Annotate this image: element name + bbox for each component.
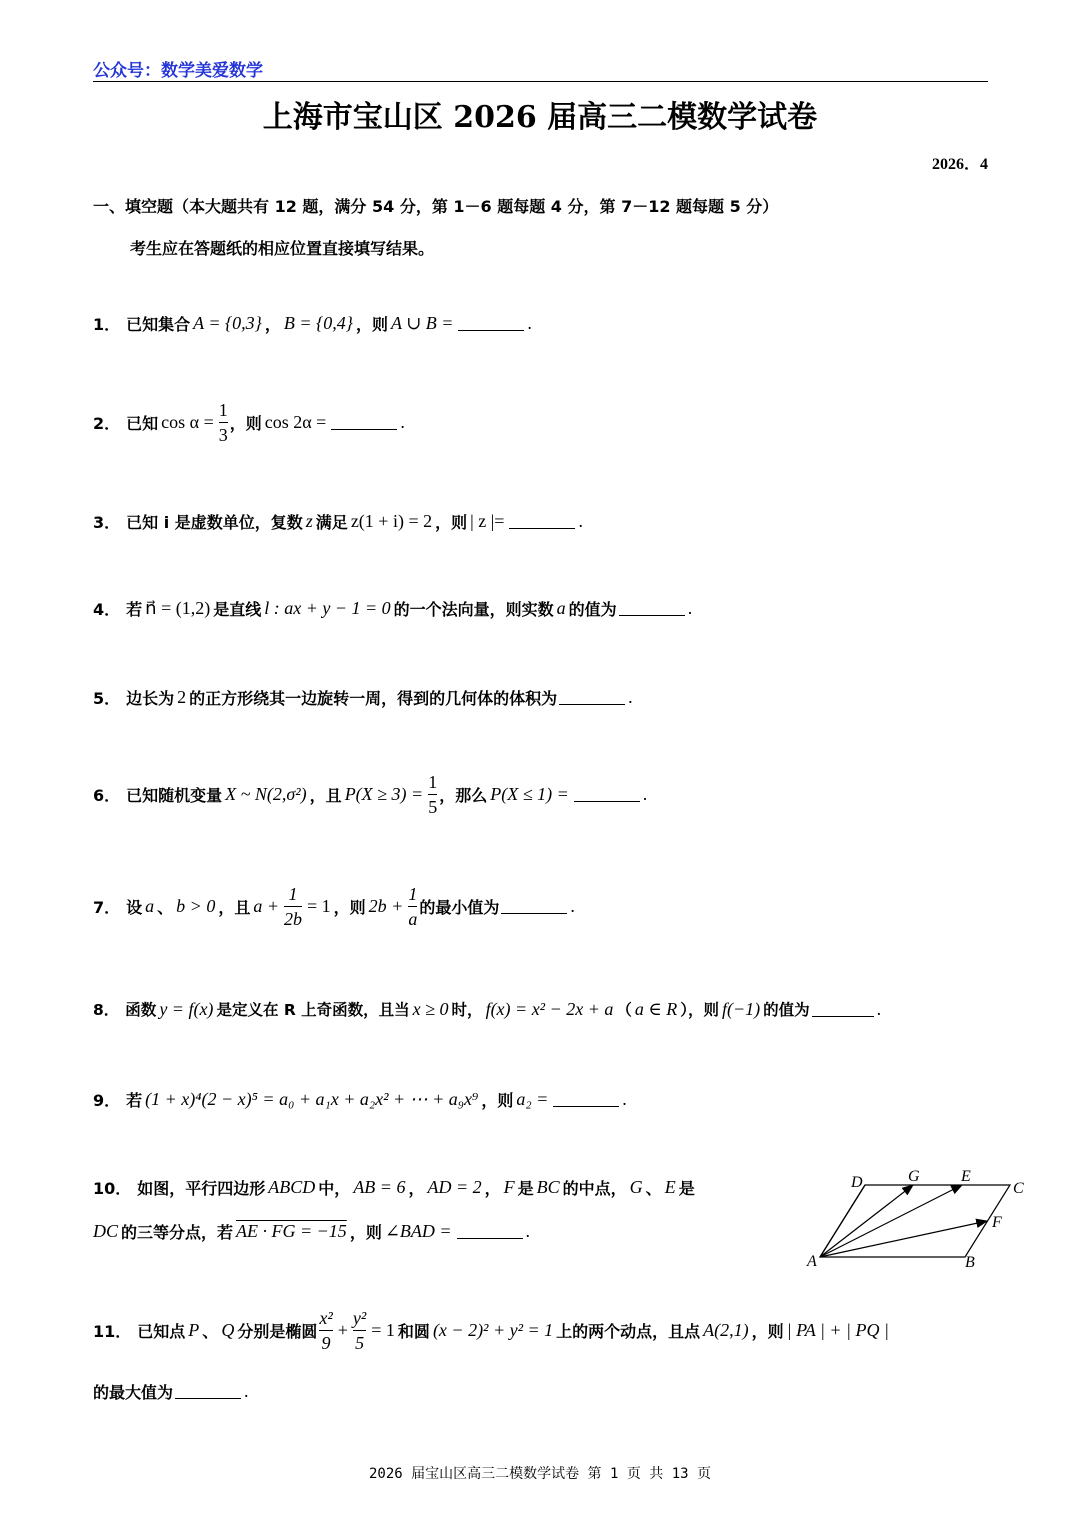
question-4 xyxy=(93,597,695,620)
question-number: 8． xyxy=(93,1001,120,1019)
math: 2 xyxy=(177,687,187,707)
math: (x − 2)² + y² = 1 xyxy=(432,1320,554,1340)
numerator: y² xyxy=(352,1308,367,1328)
answer-blank[interactable] xyxy=(331,415,397,430)
question-number: 7． xyxy=(93,898,121,917)
vector-AF xyxy=(820,1221,987,1257)
question-text: 已知点 xyxy=(137,1322,186,1341)
fraction xyxy=(353,1308,366,1353)
label-F: F xyxy=(992,1214,1002,1231)
math: P(X ≤ 1) = xyxy=(490,784,569,804)
question-number: 3． xyxy=(93,513,121,532)
question-text: 、 xyxy=(645,1179,662,1198)
answer-blank[interactable] xyxy=(175,1384,241,1399)
page-title: 上海市宝山区 2026 届高三二模数学试卷 xyxy=(262,100,818,135)
math: Q xyxy=(221,1320,235,1340)
watermark: 公众号：数学美爱数学 xyxy=(93,61,263,81)
math: ∠BAD = xyxy=(384,1221,452,1241)
math: P xyxy=(188,1320,200,1340)
question-text: ，则 xyxy=(751,1322,784,1341)
denominator: a xyxy=(408,909,418,929)
fraction xyxy=(219,400,228,445)
question-text: ，则 xyxy=(229,414,262,433)
question-number: 6． xyxy=(93,786,121,805)
math: X ~ N(2,σ²) xyxy=(225,784,307,804)
question-11-line-2 xyxy=(93,1380,252,1403)
math: AD = 2 xyxy=(427,1177,482,1197)
numerator: 1 xyxy=(218,400,228,420)
fraction xyxy=(319,1308,332,1353)
math: a xyxy=(145,896,155,916)
fraction xyxy=(284,884,302,929)
question-text: 若 xyxy=(126,1091,143,1110)
question-text: （ xyxy=(616,1001,632,1019)
question-text: 已知 i 是虚数单位，复数 xyxy=(126,513,303,532)
label-A: A xyxy=(807,1253,817,1270)
question-text: 若 xyxy=(126,600,143,619)
question-10 xyxy=(93,1176,695,1199)
math: P(X ≥ 3) = xyxy=(344,784,424,804)
math: | z |= xyxy=(470,511,505,531)
math: y = f(x) xyxy=(159,998,214,1019)
question-text: 如图，平行四边形 xyxy=(137,1179,266,1198)
math: f(x) = x² − 2x + a xyxy=(485,998,614,1019)
question-text: 的中点， xyxy=(562,1179,627,1198)
question-11 xyxy=(93,1308,892,1353)
answer-blank[interactable] xyxy=(501,899,567,914)
vector-AG xyxy=(820,1185,913,1257)
math: A = {0,3} xyxy=(193,313,262,333)
denominator: 5 xyxy=(428,797,438,817)
question-10-line-2 xyxy=(93,1220,533,1243)
question-number: 5． xyxy=(93,689,121,708)
period: . xyxy=(876,998,882,1019)
question-text: 、 xyxy=(202,1322,219,1341)
question-text: 满足 xyxy=(315,513,348,532)
question-text: 已知集合 xyxy=(126,315,191,334)
question-text: 、 xyxy=(157,898,174,917)
question-text: 时， xyxy=(451,1001,483,1019)
question-text: 的最大值为 xyxy=(93,1383,174,1402)
label-D: D xyxy=(851,1174,863,1191)
question-text: 设 xyxy=(126,898,143,917)
question-number: 10． xyxy=(93,1179,132,1198)
math: BC xyxy=(536,1177,560,1197)
header-rule xyxy=(93,81,988,82)
question-7 xyxy=(93,884,578,929)
period: . xyxy=(687,598,693,618)
answer-blank[interactable] xyxy=(553,1092,619,1107)
label-B: B xyxy=(965,1254,975,1271)
question-text: ，则 xyxy=(349,1223,382,1242)
fraction xyxy=(428,772,437,817)
answer-blank[interactable] xyxy=(509,514,575,529)
fraction xyxy=(408,884,417,929)
numerator: x² xyxy=(319,1308,333,1328)
question-text: ， xyxy=(264,315,281,334)
math: E xyxy=(664,1177,676,1197)
math: A ∪ B = xyxy=(390,313,454,333)
math: b > 0 xyxy=(176,896,216,916)
question-text: ，且 xyxy=(309,786,342,805)
parallelogram xyxy=(820,1185,1010,1257)
question-8 xyxy=(93,998,884,1020)
question-1 xyxy=(93,312,535,335)
question-number: 4． xyxy=(93,600,121,619)
question-2 xyxy=(93,400,408,445)
question-number: 9． xyxy=(93,1091,121,1110)
math: cos 2α = xyxy=(264,412,327,432)
question-text: 已知 xyxy=(126,414,159,433)
answer-blank[interactable] xyxy=(559,690,625,705)
question-text: 的值为 xyxy=(763,1001,810,1019)
numerator: 1 xyxy=(428,772,438,792)
math: z(1 + i) = 2 xyxy=(350,511,433,531)
period: . xyxy=(244,1381,249,1401)
math: DC xyxy=(93,1221,119,1241)
question-6 xyxy=(93,772,650,817)
math: | PA | + | PQ | xyxy=(786,1320,889,1340)
period: . xyxy=(527,313,532,333)
period: . xyxy=(525,1221,531,1241)
question-text: 是直线 xyxy=(213,600,262,619)
question-number: 1． xyxy=(93,315,121,334)
answer-blank[interactable] xyxy=(457,1224,523,1239)
parallelogram-figure xyxy=(805,1163,1035,1273)
denominator: 2b xyxy=(284,909,302,929)
math: + xyxy=(337,1320,348,1340)
period: . xyxy=(400,412,405,432)
question-text: ，则 xyxy=(355,315,388,334)
math: AB = 6 xyxy=(353,1177,406,1197)
section-instruction: 考生应在答题纸的相应位置直接填写结果。 xyxy=(130,239,435,258)
math: (1 + x)⁴(2 − x)⁵ = a₀ + a₁x + a₂x² + ⋯ + a₉x⁹ xyxy=(145,1089,479,1109)
question-text: ，则 xyxy=(435,513,468,532)
question-text: 边长为 xyxy=(126,689,175,708)
numerator: 1 xyxy=(408,884,418,904)
question-text: 的三等分点，若 xyxy=(121,1223,234,1242)
math: f(−1) xyxy=(721,998,761,1019)
question-text: 的最小值为 xyxy=(419,898,500,917)
math: a + xyxy=(253,896,279,916)
math: = 1 xyxy=(371,1320,395,1340)
vector-AE xyxy=(820,1185,962,1257)
answer-blank[interactable] xyxy=(574,787,640,802)
question-text: 的正方形绕其一边旋转一周，得到的几何体的体积为 xyxy=(189,689,558,708)
question-9 xyxy=(93,1088,630,1111)
period: . xyxy=(578,511,583,531)
question-text: 的值为 xyxy=(568,600,617,619)
question-text: ， xyxy=(484,1179,501,1198)
question-text: 是 xyxy=(517,1179,534,1198)
question-text: ，则 xyxy=(333,898,366,917)
question-text: 已知随机变量 xyxy=(126,786,223,805)
math: cos α = xyxy=(161,412,214,432)
math: G xyxy=(629,1177,643,1197)
question-text: 分别是椭圆 xyxy=(237,1322,318,1341)
math: ABCD xyxy=(268,1177,316,1197)
denominator: 3 xyxy=(218,425,228,445)
question-text: 是 xyxy=(678,1179,695,1198)
question-text: ， xyxy=(408,1179,425,1198)
answer-blank[interactable] xyxy=(812,1002,874,1017)
question-text: 的一个法向量，则实数 xyxy=(393,600,554,619)
question-3 xyxy=(93,510,586,533)
label-C: C xyxy=(1013,1180,1024,1197)
question-text: 是定义在 R 上奇函数，且当 xyxy=(216,1001,410,1019)
math: x ≥ 0 xyxy=(412,998,449,1019)
period: . xyxy=(628,687,633,707)
denominator: 9 xyxy=(321,1333,331,1353)
math: B = {0,4} xyxy=(283,313,353,333)
period: . xyxy=(570,896,575,916)
question-number: 2． xyxy=(93,414,121,433)
question-text: ，则 xyxy=(481,1091,514,1110)
page-footer: 2026 届宝山区高三二模数学试卷 第 1 页 共 13 页 xyxy=(368,1466,711,1482)
answer-blank[interactable] xyxy=(619,601,685,616)
period: . xyxy=(642,784,648,804)
math: z xyxy=(305,511,313,531)
label-E: E xyxy=(961,1168,971,1185)
question-text: 函数 xyxy=(125,1001,157,1019)
question-5 xyxy=(93,686,636,709)
section-heading: 一、填空题（本大题共有 12 题，满分 54 分，第 1－6 题每题 4 分，第 7－12 题每题 5 分） xyxy=(93,197,779,216)
math: = 1 xyxy=(307,896,331,916)
label-G: G xyxy=(908,1168,920,1185)
math: a xyxy=(556,598,566,618)
question-text: ，那么 xyxy=(439,786,488,805)
math: A(2,1) xyxy=(703,1320,749,1340)
question-text: ），则 xyxy=(680,1001,719,1019)
question-text: 中， xyxy=(318,1179,351,1198)
denominator: 5 xyxy=(355,1333,365,1353)
question-number: 11． xyxy=(93,1322,132,1341)
question-text: 上的两个动点，且点 xyxy=(556,1322,701,1341)
math: a ∈ R xyxy=(634,998,678,1019)
period: . xyxy=(622,1089,627,1109)
math: AE · FG = −15 xyxy=(236,1221,347,1241)
math: 2b + xyxy=(368,896,404,916)
math: l : ax + y − 1 = 0 xyxy=(264,598,391,618)
math: F xyxy=(503,1177,515,1197)
question-text: 和圆 xyxy=(397,1322,430,1341)
numerator: 1 xyxy=(288,884,298,904)
answer-blank[interactable] xyxy=(458,316,524,331)
question-text: ，且 xyxy=(218,898,251,917)
exam-date: 2026．4 xyxy=(931,156,988,173)
math: a₂ = xyxy=(516,1089,549,1109)
math: n⃗ = (1,2) xyxy=(145,598,211,618)
